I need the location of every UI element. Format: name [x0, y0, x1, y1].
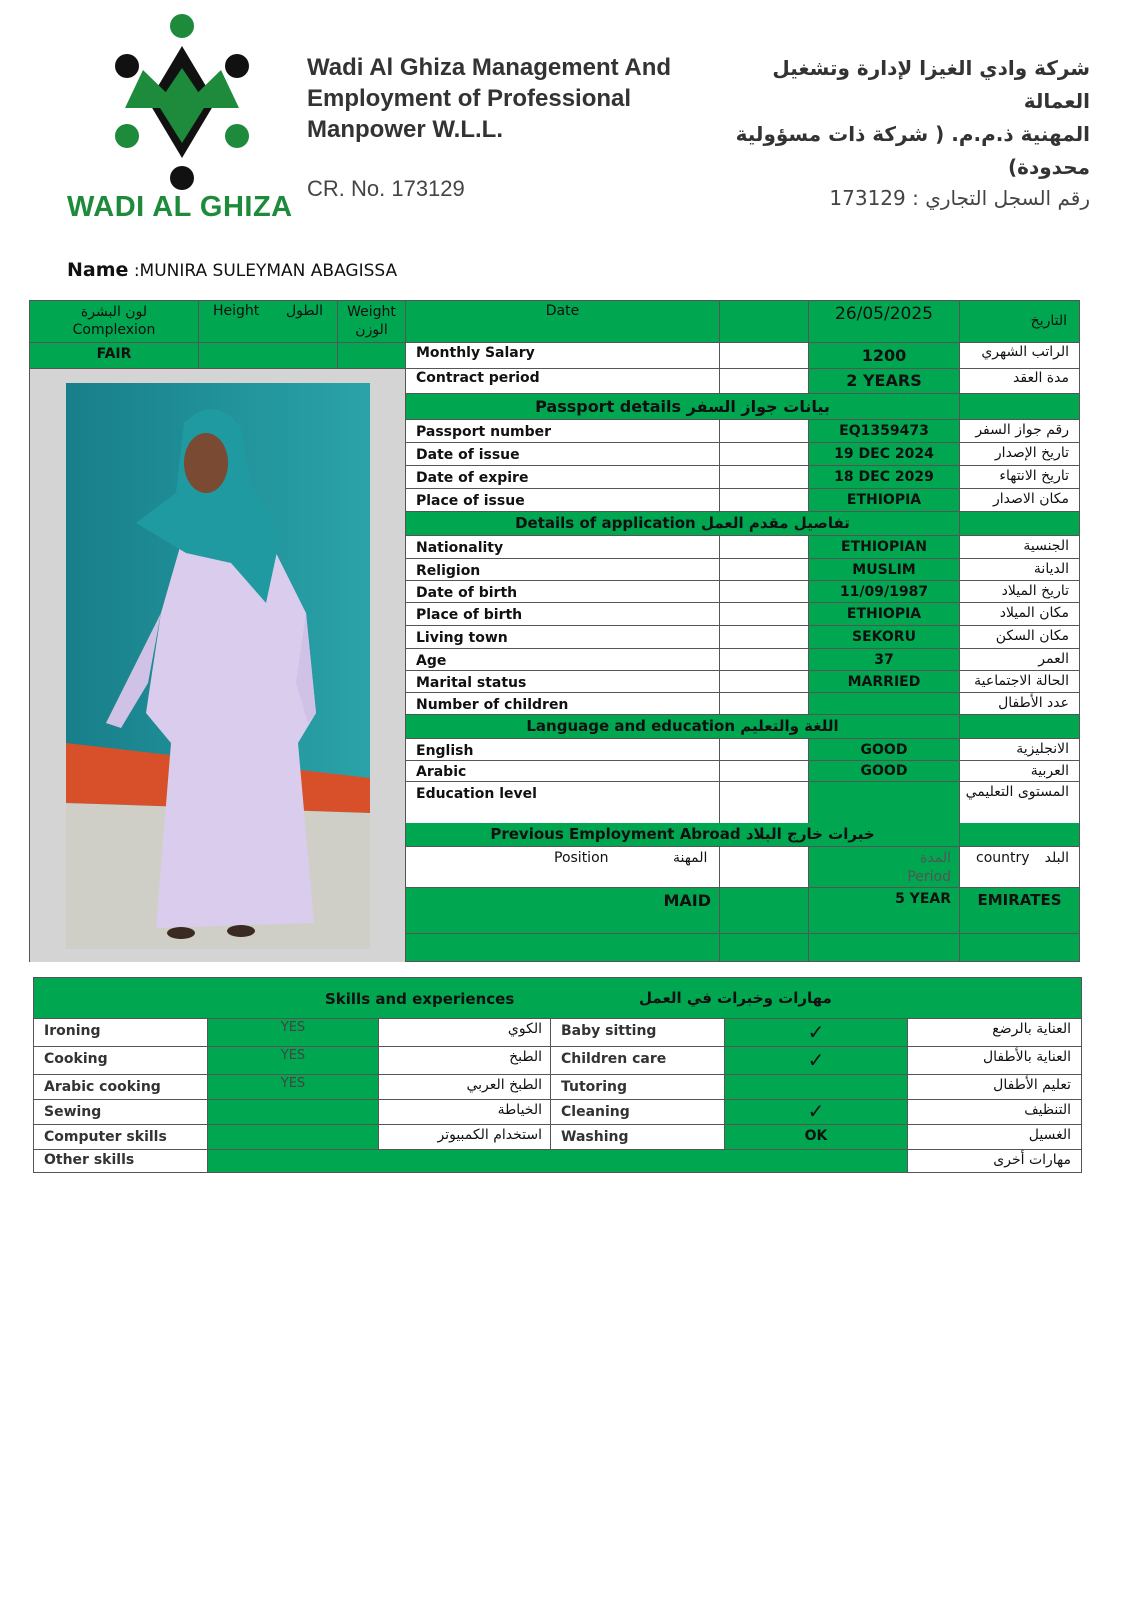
skill-label: Cooking: [33, 1047, 208, 1075]
language-spacer: [720, 739, 809, 761]
language-value: GOOD: [809, 761, 960, 782]
application-value: 11/09/1987: [809, 581, 960, 603]
passport-section-title: Passport details بيانات جواز السفر: [406, 394, 960, 420]
application-label-ar: مكان الميلاد: [960, 603, 1080, 626]
application-label-ar: العمر: [960, 649, 1080, 671]
skill-label-ar: تعليم الأطفال: [908, 1075, 1082, 1100]
language-label-ar: العربية: [960, 761, 1080, 782]
passport-label: Place of issue: [406, 489, 720, 512]
contract-label: Contract period: [406, 369, 720, 394]
application-label-ar: الجنسية: [960, 536, 1080, 559]
skill-label: Children care: [551, 1047, 725, 1075]
skill-value: ✓: [725, 1100, 908, 1125]
application-label: Marital status: [406, 671, 720, 693]
passport-label: Passport number: [406, 420, 720, 443]
language-title-spacer: [960, 715, 1080, 739]
applicant-photo: [66, 383, 370, 949]
skill-value: YES: [208, 1075, 379, 1100]
skill-label-ar: العناية بالأطفال: [908, 1047, 1082, 1075]
complexion-en: Complexion: [72, 322, 156, 338]
application-spacer: [720, 603, 809, 626]
company-name-ar: [730, 52, 1090, 184]
language-value: GOOD: [809, 739, 960, 761]
country-header: [960, 847, 1080, 888]
period-value: 5 YEAR: [809, 888, 960, 934]
skill-label: Baby sitting: [551, 1019, 725, 1047]
height-header: [199, 301, 338, 343]
cr-number-en: CR. No. 173129: [307, 176, 465, 201]
application-label-ar: تاريخ الميلاد: [960, 581, 1080, 603]
photo-frame: [30, 369, 406, 962]
date-label-ar: التاريخ: [960, 301, 1080, 343]
passport-label-ar: تاريخ الإصدار: [960, 443, 1080, 466]
empty-row-cell: [809, 934, 960, 962]
cv-main-table: [29, 300, 1080, 962]
skill-label: Tutoring: [551, 1075, 725, 1100]
language-value: [809, 782, 960, 825]
application-label: Religion: [406, 559, 720, 581]
employment-section-title: Previous Employment Abroad خبرات خارج البلاد: [406, 823, 960, 847]
height-en: Height: [213, 303, 260, 319]
skill-label-ar: استخدام الكمبيوتر: [379, 1125, 551, 1150]
skill-value: ✓: [725, 1019, 908, 1047]
skills-table: [33, 977, 1082, 1172]
application-title-spacer: [960, 512, 1080, 536]
skill-label-ar: الكوي: [379, 1019, 551, 1047]
skill-label: Computer skills: [33, 1125, 208, 1150]
skill-label: Washing: [551, 1125, 725, 1150]
empty-row-cell: [960, 934, 1080, 962]
company-name-en-line: Manpower W.L.L.: [307, 116, 503, 143]
skill-label-ar: الطبخ: [379, 1047, 551, 1075]
company-name-en-line: Employment of Professional: [307, 85, 632, 112]
language-label: English: [406, 739, 720, 761]
skills-header: [33, 977, 1082, 1019]
employment-spacer: [720, 847, 809, 888]
empty-row-cell: [720, 934, 809, 962]
application-label: Number of children: [406, 693, 720, 715]
application-label-ar: عدد الأطفال: [960, 693, 1080, 715]
application-value: ETHIOPIA: [809, 603, 960, 626]
skill-label-ar: العناية بالرضع: [908, 1019, 1082, 1047]
other-skills-label-ar: مهارات أخرى: [908, 1150, 1082, 1173]
name-label: Name: [67, 259, 129, 281]
language-section-title: Language and education اللغة والتعليم: [406, 715, 960, 739]
passport-value: EQ1359473: [809, 420, 960, 443]
application-spacer: [720, 626, 809, 649]
skill-label: Cleaning: [551, 1100, 725, 1125]
skill-value: [208, 1100, 379, 1125]
date-label-en: Date: [406, 301, 720, 343]
application-label: Age: [406, 649, 720, 671]
skill-value: [208, 1125, 379, 1150]
application-spacer: [720, 649, 809, 671]
skills-title-ar: مهارات وخبرات في العمل: [639, 989, 832, 1007]
weight-ar: الوزن: [355, 322, 388, 338]
date-spacer: [720, 301, 809, 343]
passport-spacer: [720, 489, 809, 512]
weight-en: Weight: [347, 304, 396, 320]
application-label-ar: الديانة: [960, 559, 1080, 581]
period-ar: المدة: [920, 850, 951, 866]
passport-value: 18 DEC 2029: [809, 466, 960, 489]
position-en: Position: [554, 850, 609, 866]
logo-text: WADI AL GHIZA: [67, 191, 293, 223]
other-skills-label: Other skills: [33, 1150, 208, 1173]
weight-header: [338, 301, 406, 343]
application-label-ar: مكان السكن: [960, 626, 1080, 649]
other-skills-value: [208, 1150, 908, 1173]
application-section-title: Details of application تفاصيل مقدم العمل: [406, 512, 960, 536]
passport-spacer: [720, 466, 809, 489]
company-logo: [65, 8, 300, 223]
country-ar: البلد: [1044, 850, 1069, 866]
company-name-en: [307, 52, 671, 145]
application-value: SEKORU: [809, 626, 960, 649]
application-spacer: [720, 559, 809, 581]
country-en: country: [976, 850, 1030, 866]
height-ar: الطول: [285, 303, 323, 319]
skill-value: YES: [208, 1019, 379, 1047]
skill-label-ar: الطبخ العربي: [379, 1075, 551, 1100]
cr-number-ar: رقم السجل التجاري : 173129: [829, 186, 1090, 210]
complexion-header: [30, 301, 199, 343]
application-spacer: [720, 536, 809, 559]
application-value: [809, 693, 960, 715]
salary-label: Monthly Salary: [406, 343, 720, 369]
weight-value: [338, 343, 406, 369]
salary-label-ar: الراتب الشهري: [960, 343, 1080, 369]
skills-title-en: Skills and experiences: [325, 990, 515, 1008]
language-label-ar: الانجليزية: [960, 739, 1080, 761]
passport-value: ETHIOPIA: [809, 489, 960, 512]
skill-label: Sewing: [33, 1100, 208, 1125]
contract-value: 2 YEARS: [809, 369, 960, 394]
application-label: Living town: [406, 626, 720, 649]
company-name-ar-line: شركة وادي الغيزا لإدارة وتشغيل العمالة: [772, 56, 1090, 113]
skill-label: Arabic cooking: [33, 1075, 208, 1100]
name-value: :MUNIRA SULEYMAN ABAGISSA: [133, 261, 398, 281]
position-ar: المهنة: [672, 850, 708, 866]
passport-label-ar: رقم جواز السفر: [960, 420, 1080, 443]
application-spacer: [720, 693, 809, 715]
skill-label: Ironing: [33, 1019, 208, 1047]
language-spacer: [720, 782, 809, 825]
position-value: MAID: [406, 888, 720, 934]
complexion-value: FAIR: [30, 343, 199, 369]
contract-spacer: [720, 369, 809, 394]
complexion-ar: لون البشرة: [80, 304, 148, 320]
logo-emblem-icon: [65, 8, 300, 193]
skill-value: OK: [725, 1125, 908, 1150]
passport-label: Date of issue: [406, 443, 720, 466]
passport-spacer: [720, 443, 809, 466]
application-label: Place of birth: [406, 603, 720, 626]
applicant-photo-icon: [66, 383, 370, 949]
language-spacer: [720, 761, 809, 782]
language-label-ar: المستوى التعليمي: [960, 782, 1080, 825]
contract-label-ar: مدة العقد: [960, 369, 1080, 394]
passport-spacer: [720, 420, 809, 443]
passport-label-ar: مكان الاصدار: [960, 489, 1080, 512]
employment-value-spacer: [720, 888, 809, 934]
period-header: [809, 847, 960, 888]
skill-value: [725, 1075, 908, 1100]
salary-spacer: [720, 343, 809, 369]
company-name-ar-line: محدودة): [1008, 155, 1090, 179]
application-spacer: [720, 671, 809, 693]
application-value: ETHIOPIAN: [809, 536, 960, 559]
applicant-name: [67, 259, 397, 281]
company-name-ar-line: المهنية ذ.م.م. ( شركة ذات مسؤولية: [735, 122, 1090, 146]
skill-label-ar: التنظيف: [908, 1100, 1082, 1125]
empty-row-cell: [406, 934, 720, 962]
language-label: Education level: [406, 782, 720, 825]
skill-label-ar: الخياطة: [379, 1100, 551, 1125]
date-value: 26/05/2025: [809, 301, 960, 343]
application-value: 37: [809, 649, 960, 671]
passport-title-spacer: [960, 394, 1080, 420]
employment-title-spacer: [960, 823, 1080, 847]
skill-value: ✓: [725, 1047, 908, 1075]
application-value: MARRIED: [809, 671, 960, 693]
application-value: MUSLIM: [809, 559, 960, 581]
position-header: [406, 847, 720, 888]
salary-value: 1200: [809, 343, 960, 369]
application-spacer: [720, 581, 809, 603]
application-label-ar: الحالة الاجتماعية: [960, 671, 1080, 693]
passport-label-ar: تاريخ الانتهاء: [960, 466, 1080, 489]
company-name-en-line: Wadi Al Ghiza Management And: [307, 54, 672, 81]
language-label: Arabic: [406, 761, 720, 782]
application-label: Nationality: [406, 536, 720, 559]
skill-value: YES: [208, 1047, 379, 1075]
passport-value: 19 DEC 2024: [809, 443, 960, 466]
application-label: Date of birth: [406, 581, 720, 603]
country-value: EMIRATES: [960, 888, 1080, 934]
period-en: Period: [907, 869, 951, 885]
height-value: [199, 343, 338, 369]
skill-label-ar: الغسيل: [908, 1125, 1082, 1150]
passport-label: Date of expire: [406, 466, 720, 489]
